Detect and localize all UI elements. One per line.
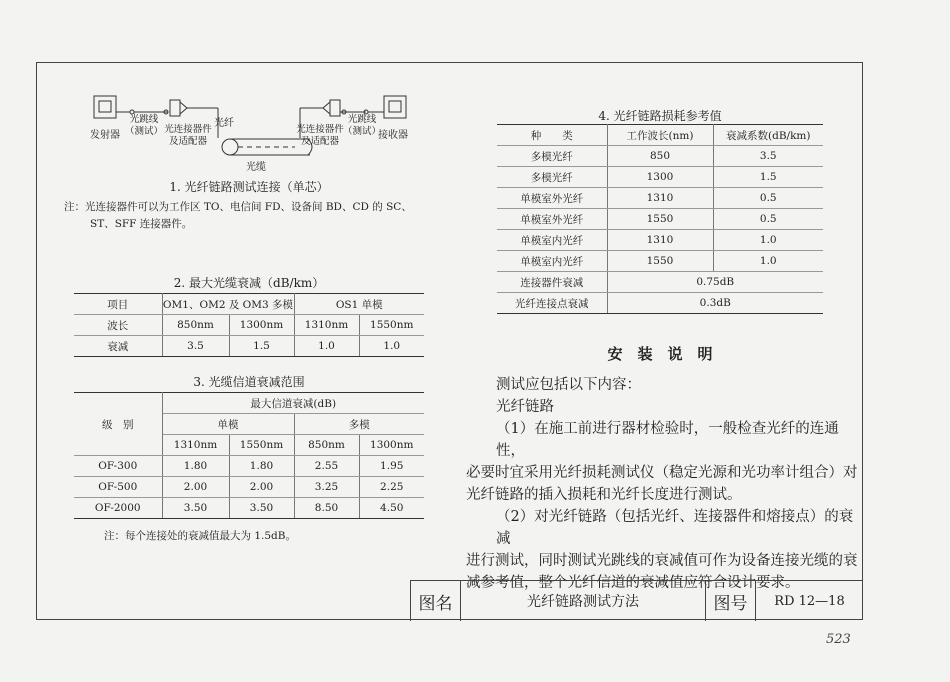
table-cell: 单模室内光纤: [497, 251, 607, 272]
table-cell: 多模光纤: [497, 146, 607, 167]
connector-left-box: [170, 100, 180, 116]
table3: [74, 392, 424, 519]
table-cell: 2.55: [294, 456, 359, 477]
table-cell: 1.80: [229, 456, 294, 477]
install-paragraph-intro: 测试应包括以下内容：: [496, 377, 641, 393]
jumper-left-line1: 光跳线: [129, 114, 159, 125]
table3-header-grade: 级 别: [74, 393, 162, 456]
table-cell: 衰减: [74, 336, 162, 357]
table-cell: 2.25: [359, 477, 424, 498]
table-cell: 连接器件衰减: [497, 272, 607, 293]
table-cell: OF-2000: [74, 498, 162, 519]
table-row: [74, 315, 424, 336]
table2-header-singlemode: OS1 单模: [294, 294, 424, 315]
install-line: 减参考值，整个光纤信道的衰减值应符合设计要求。: [466, 575, 800, 591]
table-row: [74, 336, 424, 357]
table-cell: 850nm: [294, 435, 359, 456]
table2-header-multimode: OM1、OM2 及 OM3 多模: [162, 294, 294, 315]
table-cell: 0.5: [713, 209, 823, 230]
table-cell: 光纤连接点衰减: [497, 293, 607, 314]
page-number: 523: [826, 632, 851, 647]
table-cell: 850: [607, 146, 713, 167]
title-label: 图名: [410, 581, 460, 621]
table-row: [497, 146, 823, 167]
table-cell: 1550nm: [229, 435, 294, 456]
table-cell: 1550nm: [359, 315, 424, 336]
table-cell: 1.5: [713, 167, 823, 188]
table-cell: OF-500: [74, 477, 162, 498]
title-block: [410, 580, 863, 621]
table-row: [74, 477, 424, 498]
table2-header-row: [74, 294, 424, 315]
table2: [74, 293, 424, 357]
table-cell: 波长: [74, 315, 162, 336]
table-cell: 1300nm: [229, 315, 294, 336]
table-cell: 0.75dB: [607, 272, 823, 293]
table-cell: 1.80: [162, 456, 229, 477]
connector-right-line1: 光连接器件: [296, 124, 344, 135]
table-cell: 1550: [607, 251, 713, 272]
number-label: 图号: [705, 581, 755, 621]
install-title: 安 装 说 明: [607, 345, 713, 363]
table-cell: 1300nm: [359, 435, 424, 456]
table-cell: 2.00: [162, 477, 229, 498]
table2-caption: 2. 最大光缆衰减（dB/km）: [173, 276, 325, 290]
table-cell: 3.50: [162, 498, 229, 519]
transmitter-screen: [99, 101, 111, 112]
connector-right-label: [292, 124, 348, 148]
table-cell: 1.0: [713, 251, 823, 272]
table-cell: 850nm: [162, 315, 229, 336]
table-row: [74, 498, 424, 519]
cable-end-left: [222, 139, 238, 155]
diagram-note-line2: ST、SFF 连接器件。: [90, 218, 193, 230]
jumper-left-line2: （测试）: [124, 126, 163, 137]
table3-header-maxloss: 最大信道衰减(dB): [162, 393, 424, 414]
table-cell: 1.0: [713, 230, 823, 251]
table-row: [497, 188, 823, 209]
connector-left-line2: 及适配器: [168, 136, 207, 147]
install-paragraph-heading: 光纤链路: [496, 399, 554, 415]
install-line: 光纤链路的插入损耗和光纤长度进行测试。: [466, 487, 742, 503]
drawing-number: RD 12—18: [755, 581, 863, 621]
table-row: [497, 251, 823, 272]
table-cell: 1310: [607, 188, 713, 209]
table-cell: 1.95: [359, 456, 424, 477]
diagram-note-line1: 注：光连接器件可以为工作区 TO、电信间 FD、设备间 BD、CD 的 SC、: [64, 201, 412, 213]
jumper-right-label: [342, 114, 382, 138]
connector-right-box: [330, 100, 340, 116]
transmitter-box: [94, 96, 116, 118]
table4-caption: 4. 光纤链路损耗参考值: [598, 109, 722, 123]
table-cell: 0.3dB: [607, 293, 823, 314]
cable-label: 光缆: [246, 162, 266, 173]
table-cell: 1310: [607, 230, 713, 251]
table-cell: 8.50: [294, 498, 359, 519]
drawing-title: 光纤链路测试方法: [460, 581, 705, 621]
table-cell: 2.00: [229, 477, 294, 498]
table-row: [497, 293, 823, 314]
table3-header-row: [74, 393, 424, 414]
table4-header-kind: 种 类: [497, 125, 607, 146]
table-cell: 单模室内光纤: [497, 230, 607, 251]
table-row: [74, 456, 424, 477]
table-cell: 3.5: [162, 336, 229, 357]
table-cell: 单模室外光纤: [497, 188, 607, 209]
connector-left-label: [158, 124, 218, 148]
install-line: （2）对光纤链路（包括光纤、连接器件和熔接点）的衰减: [496, 509, 854, 547]
jumper-right-line1: 光跳线: [347, 114, 377, 125]
diagram-caption: 1. 光纤链路测试连接（单芯）: [169, 180, 329, 194]
receiver-label: 接收器: [378, 130, 408, 141]
table4-header-coefficient: 衰减系数(dB/km): [713, 125, 823, 146]
fiber-label: 光纤: [214, 118, 234, 129]
install-body: [466, 374, 858, 594]
table3-header-multi: 多模: [294, 414, 424, 435]
table-cell: 1550: [607, 209, 713, 230]
table-row: [497, 230, 823, 251]
jumper-right-line2: （测试）: [342, 126, 381, 137]
table3-caption: 3. 光缆信道衰减范围: [193, 375, 305, 389]
table-cell: 1.5: [229, 336, 294, 357]
table2-header-item: 项目: [74, 294, 162, 315]
table4-header-wavelength: 工作波长(nm): [607, 125, 713, 146]
table-row: [497, 167, 823, 188]
connector-left-line1: 光连接器件: [164, 124, 212, 135]
receiver-screen: [389, 101, 401, 112]
table-cell: 多模光纤: [497, 167, 607, 188]
install-line: （1）在施工前进行器材检验时，一般检查光纤的连通性，: [496, 421, 839, 459]
table-cell: 1300: [607, 167, 713, 188]
receiver-box: [384, 96, 406, 118]
table-cell: OF-300: [74, 456, 162, 477]
table-row: [497, 209, 823, 230]
table-cell: 4.50: [359, 498, 424, 519]
table4: [497, 124, 823, 314]
table-cell: 0.5: [713, 188, 823, 209]
table-cell: 1310nm: [294, 315, 359, 336]
table-cell: 3.50: [229, 498, 294, 519]
table-cell: 3.25: [294, 477, 359, 498]
table-cell: 3.5: [713, 146, 823, 167]
table-row: [497, 272, 823, 293]
table-cell: 1.0: [359, 336, 424, 357]
table4-header-row: [497, 125, 823, 146]
table-cell: 单模室外光纤: [497, 209, 607, 230]
transmitter-label: 发射器: [90, 130, 120, 141]
table-cell: 1.0: [294, 336, 359, 357]
install-line: 进行测试，同时测试光跳线的衰减值可作为设备连接光缆的衰: [466, 553, 858, 569]
table-cell: 1310nm: [162, 435, 229, 456]
table3-note: 注：每个连接处的衰减值最大为 1.5dB。: [104, 530, 296, 542]
connector-right-line2: 及适配器: [300, 136, 339, 147]
install-line: 必要时宜采用光纤损耗测试仪（稳定光源和光功率计组合）对: [466, 465, 858, 481]
table3-header-single: 单模: [162, 414, 294, 435]
